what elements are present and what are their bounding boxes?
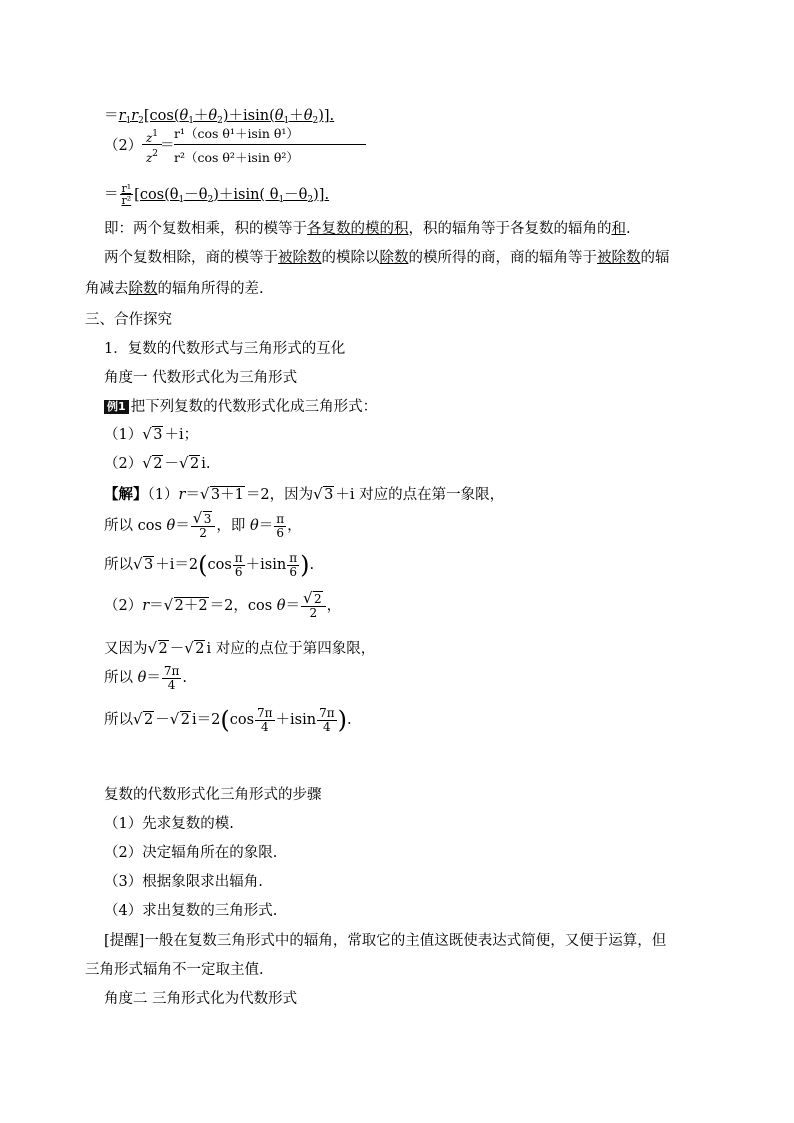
angle-two-heading: 角度二 三角形式化为代数形式 xyxy=(104,991,298,1007)
quotient-rhs-denominator: r²（cos θ²＋isin θ²） xyxy=(174,150,299,165)
steps-title: 复数的代数形式化三角形式的步骤 xyxy=(104,787,322,803)
summary-quotient-line2: 角减去除数的辐角所得的差. xyxy=(85,281,264,297)
quotient-equals: ＝ xyxy=(160,138,175,154)
quotient-rhs-numerator: r¹（cos θ¹＋isin θ¹） xyxy=(174,126,299,141)
solution-line-4: （2）r＝√ 2＋2 ＝2，cos θ＝ √ $\frac{2}{2}$ ， xyxy=(104,592,341,620)
quotient-lhs-numerator: $z^1$ xyxy=(145,129,159,145)
formula-product-result: $=r_1r_2[\cos(\theta_1+\theta_2)+isin(\theta_1+\theta_2)]$. xyxy=(104,108,335,126)
solution-line-7: 所以√ 2 －√ 2 i＝2(cos $\frac{7\pi}{4}$ ＋isin $\frac{7\pi}{4}$ ). xyxy=(104,706,352,734)
solution-line-5: 又因为√ 2 －√ 2 i 对应的点位于第四象限， xyxy=(104,640,375,658)
step-item: （3）根据象限求出辐角. xyxy=(104,874,263,890)
subsection-heading: 1．复数的代数形式与三角形式的互化 xyxy=(104,341,346,357)
quotient-lhs-denominator: $z^2$ xyxy=(145,149,159,165)
solution-line-6: 所以 θ＝ $\frac{7\pi}{4}$ . xyxy=(104,663,187,692)
quotient-rhs-bar xyxy=(174,144,366,145)
tip-line-2: 三角形式辐角不一定取主值. xyxy=(85,962,264,978)
formula-quotient-result: ＝ $\frac{\text{r¹}}{\text{r²}}$ [$\cos(\theta_1-\theta_2)+isin$( $\theta_1-\theta_2$)]. xyxy=(104,182,330,207)
quotient-lhs-bar xyxy=(142,144,162,145)
formula-quotient-label: （2） xyxy=(104,138,143,154)
example-item-2: （2）√ 2 －√ 2 i. xyxy=(104,455,210,473)
example-prompt: 例1 把下列复数的代数形式化成三角形式： xyxy=(104,398,377,416)
solution-line-2: 所以 cos θ＝ √ $\frac{3}{2}$ ，即 θ＝ $\frac{\pi}{6}$ ， xyxy=(104,512,302,540)
example-item-1: （1）√ 3 ＋i； xyxy=(104,426,198,444)
tip-line-1: [提醒]一般在复数三角形式中的辐角，常取它的主值这既使表达式简便，又便于运算，但 xyxy=(104,933,667,949)
solution-line-1: 【解】（1）r＝√ 3＋1 ＝2，因为√ 3 ＋i 对应的点在第一象限， xyxy=(104,486,504,504)
summary-product: 即：两个复数相乘，积的模等于各复数的模的积，积的辐角等于各复数的辐角的和. xyxy=(104,221,631,237)
step-item: （1）先求复数的模. xyxy=(104,816,234,832)
step-item: （2）决定辐角所在的象限. xyxy=(104,845,278,861)
section-heading: 三、合作探究 xyxy=(85,312,172,328)
step-item: （4）求出复数的三角形式. xyxy=(104,903,278,919)
angle-one-heading: 角度一 代数形式化为三角形式 xyxy=(104,370,298,386)
solution-line-3: 所以√ 3 ＋i＝2(cos $\frac{\pi}{6}$ ＋isin $\frac{\pi}{6}$ ). xyxy=(104,551,314,579)
summary-quotient-line1: 两个复数相除，商的模等于被除数的模除以除数的模所得的商，商的辐角等于被除数的辐 xyxy=(104,250,670,266)
example-badge: 例1 xyxy=(104,400,129,414)
